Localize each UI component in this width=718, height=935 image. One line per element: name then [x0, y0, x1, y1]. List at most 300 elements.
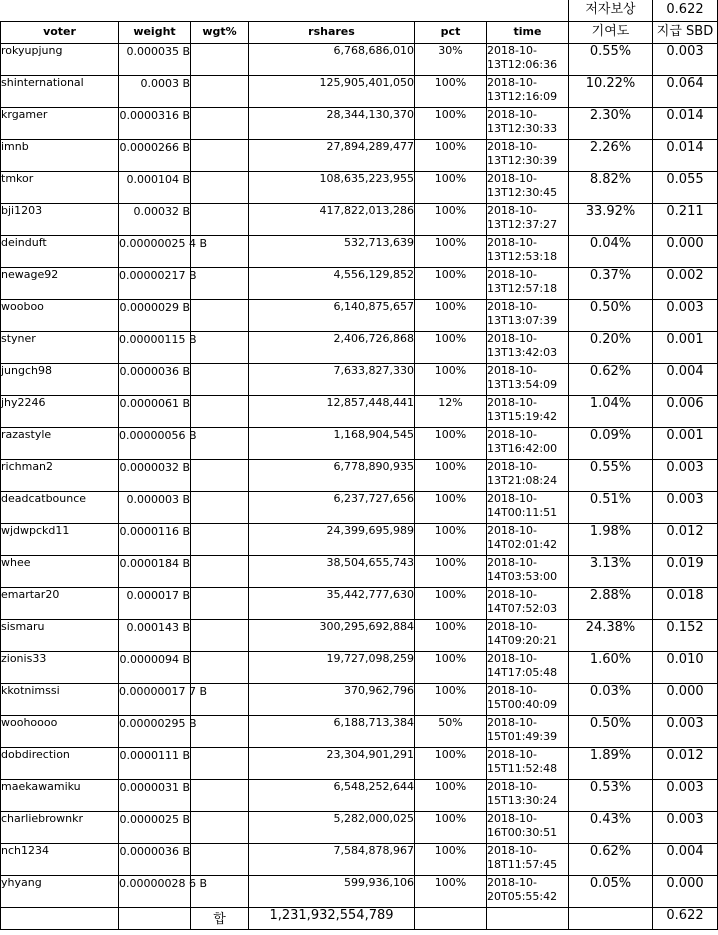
time-clock: 13T12:30:39: [487, 154, 558, 167]
time-clock: 15T01:49:39: [487, 730, 558, 743]
payout-cell: 0.003: [653, 716, 718, 748]
time-clock: 13T12:06:36: [487, 58, 558, 71]
time-date: 2018-10-: [487, 812, 537, 825]
voter-cell: imnb: [1, 140, 119, 172]
contribution-cell: 0.55%: [569, 44, 653, 76]
voter-cell: charliebrownkr: [1, 812, 119, 844]
time-date: 2018-10-: [487, 108, 537, 121]
pct-cell: 100%: [415, 428, 487, 460]
total-empty-5: [569, 908, 653, 930]
weight-cell: 0.0000116 B: [119, 524, 191, 556]
pct-cell: 100%: [415, 588, 487, 620]
time-date: 2018-10-: [487, 748, 537, 761]
rshares-cell: 125,905,401,050: [249, 76, 415, 108]
total-row: [1, 908, 718, 930]
wgt-cell: [191, 172, 249, 204]
rshares-cell: 6,140,875,657: [249, 300, 415, 332]
pct-cell: 100%: [415, 492, 487, 524]
time-date: 2018-10-: [487, 236, 537, 249]
table-row: [1, 396, 718, 428]
table-row: [1, 556, 718, 588]
voter-cell: deadcatbounce: [1, 492, 119, 524]
table-row: [1, 620, 718, 652]
pct-cell: 100%: [415, 812, 487, 844]
time-date: 2018-10-: [487, 204, 537, 217]
table-row: [1, 748, 718, 780]
table-row: [1, 140, 718, 172]
rshares-cell: 7,584,878,967: [249, 844, 415, 876]
wgt-cell: [191, 332, 249, 364]
table-row: [1, 844, 718, 876]
time-clock: 13T12:53:18: [487, 250, 558, 263]
time-date: 2018-10-: [487, 396, 537, 409]
payout-cell: 0.014: [653, 108, 718, 140]
contribution-cell: 0.09%: [569, 428, 653, 460]
voter-cell: dobdirection: [1, 748, 119, 780]
table-row: [1, 300, 718, 332]
rshares-cell: 417,822,013,286: [249, 204, 415, 236]
payout-cell: 0.000: [653, 684, 718, 716]
payout-cell: 0.012: [653, 524, 718, 556]
time-cell: [487, 140, 569, 172]
time-cell: [487, 76, 569, 108]
weight-cell: 0.00032 B: [119, 204, 191, 236]
wgt-cell: [191, 652, 249, 684]
header-row: [1, 22, 718, 44]
header-wgt: wgt%: [191, 22, 249, 44]
table-row: [1, 812, 718, 844]
pct-cell: 100%: [415, 460, 487, 492]
weight-cell: 0.0000036 B: [119, 844, 191, 876]
payout-cell: 0.055: [653, 172, 718, 204]
time-cell: [487, 716, 569, 748]
rshares-cell: 599,936,106: [249, 876, 415, 908]
contribution-cell: 0.62%: [569, 844, 653, 876]
time-clock: 14T03:53:00: [487, 570, 558, 583]
total-empty-2: [119, 908, 191, 930]
pct-cell: 100%: [415, 524, 487, 556]
table-row: [1, 236, 718, 268]
wgt-cell: [191, 396, 249, 428]
time-clock: 13T12:37:27: [487, 218, 558, 231]
wgt-cell: [191, 268, 249, 300]
payout-cell: 0.000: [653, 236, 718, 268]
weight-cell: 0.0000316 B: [119, 108, 191, 140]
wgt-cell: [191, 300, 249, 332]
contribution-cell: 8.82%: [569, 172, 653, 204]
table-row: [1, 876, 718, 908]
pct-cell: 100%: [415, 76, 487, 108]
rshares-cell: 23,304,901,291: [249, 748, 415, 780]
payout-cell: 0.003: [653, 780, 718, 812]
author-reward-value: 0.622: [653, 0, 718, 22]
contribution-cell: 3.13%: [569, 556, 653, 588]
weight-cell: 0.0000036 B: [119, 364, 191, 396]
payout-cell: 0.003: [653, 44, 718, 76]
contribution-cell: 0.05%: [569, 876, 653, 908]
wgt-cell: [191, 140, 249, 172]
voter-cell: emartar20: [1, 588, 119, 620]
time-date: 2018-10-: [487, 588, 537, 601]
time-date: 2018-10-: [487, 428, 537, 441]
voter-cell: deinduft: [1, 236, 119, 268]
pct-cell: 100%: [415, 748, 487, 780]
time-clock: 13T13:42:03: [487, 346, 558, 359]
payout-cell: 0.006: [653, 396, 718, 428]
rshares-cell: 6,778,890,935: [249, 460, 415, 492]
weight-cell: 0.00000295 B: [119, 716, 191, 748]
contribution-cell: 0.51%: [569, 492, 653, 524]
time-cell: [487, 364, 569, 396]
table-row: [1, 652, 718, 684]
rshares-cell: 6,548,252,644: [249, 780, 415, 812]
time-date: 2018-10-: [487, 140, 537, 153]
table-row: [1, 204, 718, 236]
time-date: 2018-10-: [487, 332, 537, 345]
rshares-cell: 370,962,796: [249, 684, 415, 716]
voter-cell: zionis33: [1, 652, 119, 684]
time-date: 2018-10-: [487, 652, 537, 665]
payout-cell: 0.004: [653, 844, 718, 876]
rshares-cell: 2,406,726,868: [249, 332, 415, 364]
wgt-cell: [191, 716, 249, 748]
time-cell: [487, 876, 569, 908]
wgt-cell: [191, 620, 249, 652]
time-clock: 13T12:30:45: [487, 186, 558, 199]
total-label: 합: [191, 908, 249, 930]
time-clock: 13T13:54:09: [487, 378, 558, 391]
payout-cell: 0.014: [653, 140, 718, 172]
time-date: 2018-10-: [487, 300, 537, 313]
pct-cell: 100%: [415, 876, 487, 908]
rshares-cell: 1,168,904,545: [249, 428, 415, 460]
contribution-cell: 2.26%: [569, 140, 653, 172]
contribution-cell: 0.55%: [569, 460, 653, 492]
rshares-cell: 6,768,686,010: [249, 44, 415, 76]
wgt-cell: [191, 204, 249, 236]
contribution-cell: 0.50%: [569, 716, 653, 748]
rshares-cell: 24,399,695,989: [249, 524, 415, 556]
time-date: 2018-10-: [487, 268, 537, 281]
time-date: 2018-10-: [487, 172, 537, 185]
contribution-cell: 1.60%: [569, 652, 653, 684]
rshares-cell: 300,295,692,884: [249, 620, 415, 652]
rshares-cell: 7,633,827,330: [249, 364, 415, 396]
time-cell: [487, 108, 569, 140]
wgt-cell: [191, 428, 249, 460]
wgt-cell: [191, 44, 249, 76]
pct-cell: 100%: [415, 844, 487, 876]
pct-cell: 50%: [415, 716, 487, 748]
table-row: [1, 268, 718, 300]
header-rshares: rshares: [249, 22, 415, 44]
voter-cell: newage92: [1, 268, 119, 300]
payout-cell: 0.152: [653, 620, 718, 652]
weight-cell: 0.000017 B: [119, 588, 191, 620]
payout-cell: 0.211: [653, 204, 718, 236]
header-time: time: [487, 22, 569, 44]
weight-cell: 0.00000028 6 B: [119, 876, 191, 908]
payout-cell: 0.019: [653, 556, 718, 588]
voter-cell: whee: [1, 556, 119, 588]
contribution-cell: 1.98%: [569, 524, 653, 556]
contribution-cell: 0.37%: [569, 268, 653, 300]
time-date: 2018-10-: [487, 684, 537, 697]
time-clock: 20T05:55:42: [487, 890, 558, 903]
voter-cell: yhyang: [1, 876, 119, 908]
time-date: 2018-10-: [487, 844, 537, 857]
time-clock: 13T12:30:33: [487, 122, 558, 135]
table-row: [1, 684, 718, 716]
time-clock: 14T07:52:03: [487, 602, 558, 615]
rshares-cell: 38,504,655,743: [249, 556, 415, 588]
header-pct: pct: [415, 22, 487, 44]
contribution-cell: 0.53%: [569, 780, 653, 812]
pct-cell: 100%: [415, 172, 487, 204]
weight-cell: 0.0000184 B: [119, 556, 191, 588]
time-cell: [487, 620, 569, 652]
time-cell: [487, 172, 569, 204]
weight-cell: 0.0000032 B: [119, 460, 191, 492]
payout-cell: 0.002: [653, 268, 718, 300]
time-cell: [487, 396, 569, 428]
time-clock: 16T00:30:51: [487, 826, 558, 839]
table-row: [1, 108, 718, 140]
contribution-cell: 0.20%: [569, 332, 653, 364]
payout-cell: 0.018: [653, 588, 718, 620]
time-cell: [487, 236, 569, 268]
payout-cell: 0.003: [653, 492, 718, 524]
voter-cell: tmkor: [1, 172, 119, 204]
pct-cell: 100%: [415, 236, 487, 268]
weight-cell: 0.0000029 B: [119, 300, 191, 332]
payout-cell: 0.004: [653, 364, 718, 396]
time-cell: [487, 428, 569, 460]
pct-cell: 100%: [415, 684, 487, 716]
contribution-cell: 1.04%: [569, 396, 653, 428]
weight-cell: 0.00000025 4 B: [119, 236, 191, 268]
weight-cell: 0.000035 B: [119, 44, 191, 76]
weight-cell: 0.0000111 B: [119, 748, 191, 780]
table-row: [1, 364, 718, 396]
voter-cell: sismaru: [1, 620, 119, 652]
rshares-cell: 532,713,639: [249, 236, 415, 268]
wgt-cell: [191, 780, 249, 812]
wgt-cell: [191, 492, 249, 524]
contribution-cell: 2.88%: [569, 588, 653, 620]
time-cell: [487, 204, 569, 236]
time-clock: 18T11:57:45: [487, 858, 558, 871]
weight-cell: 0.000104 B: [119, 172, 191, 204]
contribution-cell: 0.50%: [569, 300, 653, 332]
table-row: [1, 44, 718, 76]
time-clock: 14T00:11:51: [487, 506, 558, 519]
pct-cell: 30%: [415, 44, 487, 76]
table-row: [1, 716, 718, 748]
weight-cell: 0.0000094 B: [119, 652, 191, 684]
weight-cell: 0.0000025 B: [119, 812, 191, 844]
time-clock: 15T11:52:48: [487, 762, 558, 775]
time-cell: [487, 812, 569, 844]
time-date: 2018-10-: [487, 620, 537, 633]
voter-cell: woohoooo: [1, 716, 119, 748]
time-date: 2018-10-: [487, 524, 537, 537]
payout-cell: 0.001: [653, 428, 718, 460]
pct-cell: 100%: [415, 108, 487, 140]
payout-cell: 0.003: [653, 460, 718, 492]
rshares-cell: 12,857,448,441: [249, 396, 415, 428]
total-rshares: 1,231,932,554,789: [249, 908, 415, 930]
time-clock: 15T13:30:24: [487, 794, 558, 807]
voter-cell: richman2: [1, 460, 119, 492]
contribution-cell: 0.04%: [569, 236, 653, 268]
time-cell: [487, 492, 569, 524]
payout-cell: 0.010: [653, 652, 718, 684]
weight-cell: 0.00000017 7 B: [119, 684, 191, 716]
table-row: [1, 332, 718, 364]
time-cell: [487, 556, 569, 588]
payout-cell: 0.064: [653, 76, 718, 108]
wgt-cell: [191, 364, 249, 396]
time-cell: [487, 652, 569, 684]
payout-cell: 0.000: [653, 876, 718, 908]
table-row: [1, 492, 718, 524]
time-clock: 13T16:42:00: [487, 442, 558, 455]
voter-cell: jungch98: [1, 364, 119, 396]
pct-cell: 12%: [415, 396, 487, 428]
pct-cell: 100%: [415, 204, 487, 236]
voter-cell: kkotnimssi: [1, 684, 119, 716]
time-clock: 15T00:40:09: [487, 698, 558, 711]
rshares-cell: 4,556,129,852: [249, 268, 415, 300]
voter-cell: bji1203: [1, 204, 119, 236]
weight-cell: 0.0003 B: [119, 76, 191, 108]
total-sbd: 0.622: [653, 908, 718, 930]
table-row: [1, 780, 718, 812]
rshares-cell: 6,237,727,656: [249, 492, 415, 524]
time-cell: [487, 844, 569, 876]
time-clock: 13T21:08:24: [487, 474, 558, 487]
total-empty-4: [487, 908, 569, 930]
time-cell: [487, 524, 569, 556]
header-weight: weight: [119, 22, 191, 44]
time-clock: 13T12:16:09: [487, 90, 558, 103]
pct-cell: 100%: [415, 140, 487, 172]
table-row: [1, 428, 718, 460]
voter-cell: rokyupjung: [1, 44, 119, 76]
contribution-cell: 33.92%: [569, 204, 653, 236]
payout-cell: 0.001: [653, 332, 718, 364]
wgt-cell: [191, 556, 249, 588]
time-clock: 14T09:20:21: [487, 634, 558, 647]
time-cell: [487, 300, 569, 332]
voter-cell: wjdwpckd11: [1, 524, 119, 556]
wgt-cell: [191, 76, 249, 108]
pct-cell: 100%: [415, 300, 487, 332]
time-date: 2018-10-: [487, 780, 537, 793]
table-row: [1, 76, 718, 108]
weight-cell: 0.00000115 B: [119, 332, 191, 364]
rshares-cell: 28,344,130,370: [249, 108, 415, 140]
pct-cell: 100%: [415, 556, 487, 588]
header-contribution: 기여도: [569, 22, 653, 44]
voter-cell: razastyle: [1, 428, 119, 460]
table-row: [1, 460, 718, 492]
time-cell: [487, 460, 569, 492]
time-clock: 13T15:19:42: [487, 410, 558, 423]
time-cell: [487, 268, 569, 300]
time-clock: 14T17:05:48: [487, 666, 558, 679]
table-row: [1, 588, 718, 620]
time-date: 2018-10-: [487, 460, 537, 473]
rshares-cell: 6,188,713,384: [249, 716, 415, 748]
rshares-cell: 5,282,000,025: [249, 812, 415, 844]
voter-cell: shinternational: [1, 76, 119, 108]
time-cell: [487, 780, 569, 812]
time-date: 2018-10-: [487, 556, 537, 569]
voter-cell: nch1234: [1, 844, 119, 876]
pct-cell: 100%: [415, 268, 487, 300]
weight-cell: 0.0000266 B: [119, 140, 191, 172]
author-reward-row: [1, 0, 718, 22]
header-voter: voter: [1, 22, 119, 44]
time-date: 2018-10-: [487, 44, 537, 57]
weight-cell: 0.0000031 B: [119, 780, 191, 812]
voter-cell: jhy2246: [1, 396, 119, 428]
weight-cell: 0.0000061 B: [119, 396, 191, 428]
time-date: 2018-10-: [487, 876, 537, 889]
pct-cell: 100%: [415, 780, 487, 812]
payout-cell: 0.003: [653, 812, 718, 844]
time-clock: 13T13:07:39: [487, 314, 558, 327]
time-date: 2018-10-: [487, 716, 537, 729]
contribution-cell: 10.22%: [569, 76, 653, 108]
wgt-cell: [191, 588, 249, 620]
pct-cell: 100%: [415, 652, 487, 684]
total-empty-3: [415, 908, 487, 930]
contribution-cell: 0.62%: [569, 364, 653, 396]
wgt-cell: [191, 844, 249, 876]
weight-cell: 0.000143 B: [119, 620, 191, 652]
wgt-cell: [191, 748, 249, 780]
time-date: 2018-10-: [487, 492, 537, 505]
payout-cell: 0.012: [653, 748, 718, 780]
voter-cell: maekawamiku: [1, 780, 119, 812]
voter-cell: styner: [1, 332, 119, 364]
author-reward-label: 저자보상: [569, 0, 653, 22]
voter-cell: krgamer: [1, 108, 119, 140]
time-clock: 14T02:01:42: [487, 538, 558, 551]
wgt-cell: [191, 524, 249, 556]
contribution-cell: 0.03%: [569, 684, 653, 716]
wgt-cell: [191, 812, 249, 844]
weight-cell: 0.00000056 B: [119, 428, 191, 460]
weight-cell: 0.00000217 B: [119, 268, 191, 300]
rshares-cell: 27,894,289,477: [249, 140, 415, 172]
time-date: 2018-10-: [487, 76, 537, 89]
total-empty-1: [1, 908, 119, 930]
voter-cell: wooboo: [1, 300, 119, 332]
time-cell: [487, 684, 569, 716]
contribution-cell: 1.89%: [569, 748, 653, 780]
wgt-cell: [191, 108, 249, 140]
time-clock: 13T12:57:18: [487, 282, 558, 295]
time-cell: [487, 748, 569, 780]
rshares-cell: 19,727,098,259: [249, 652, 415, 684]
table-row: [1, 172, 718, 204]
wgt-cell: [191, 460, 249, 492]
table-row: [1, 524, 718, 556]
